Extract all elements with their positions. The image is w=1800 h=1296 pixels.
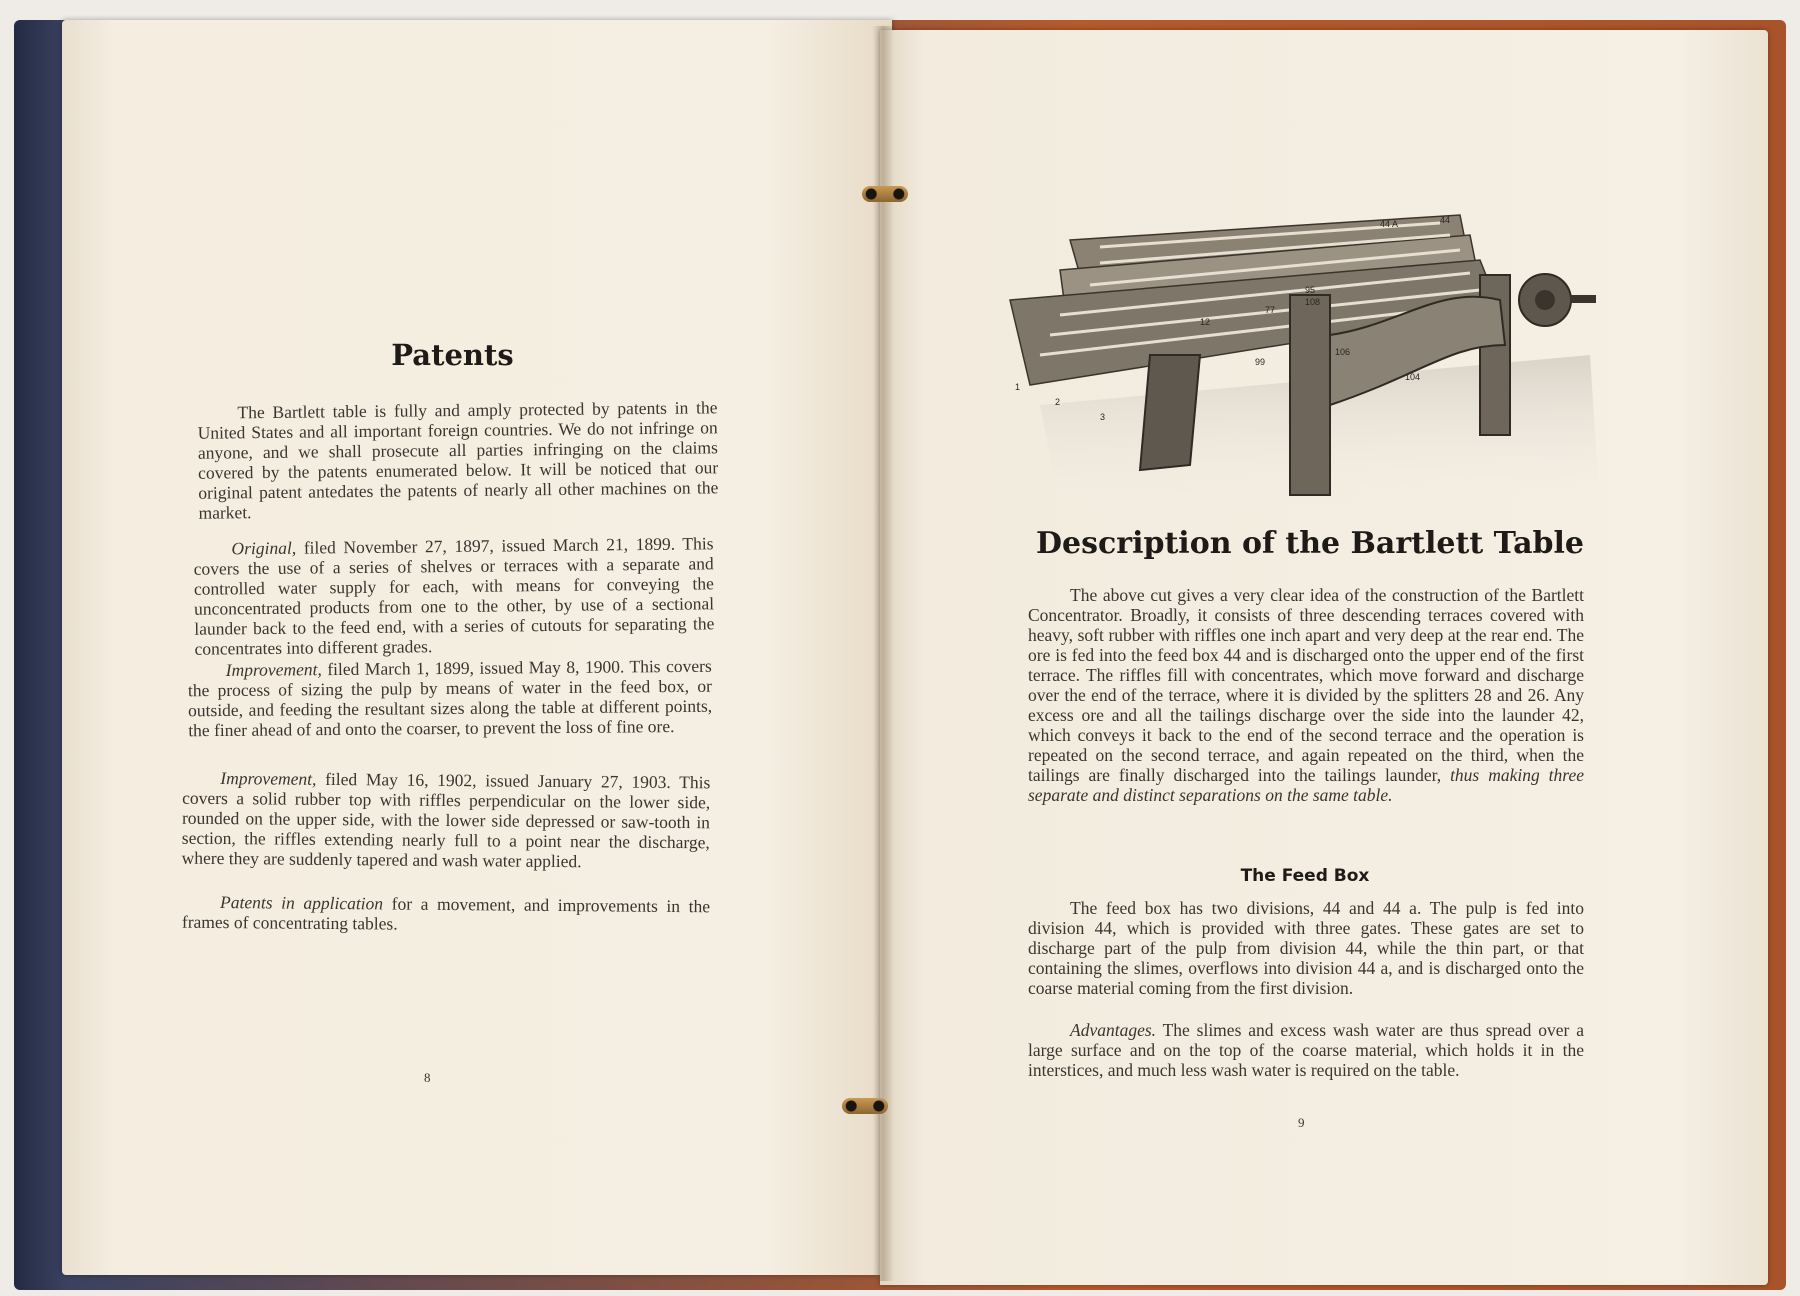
patents-in-application (182, 892, 710, 937)
binding-gutter (872, 26, 894, 1281)
label-108: 108 (1305, 297, 1321, 307)
concentrator-table-illustration (1000, 205, 1600, 510)
patent-improvement-1899-lead: Improvement, (225, 659, 322, 680)
advantages-text: The slimes and excess wash water are thus spread over a large surface and on the top of the coarse material, which holds it in the interstices, and much less wash water is required on the table. (1028, 1020, 1584, 1080)
label-44a: 44 A (1380, 219, 1399, 229)
description-paragraph (1028, 585, 1584, 805)
label-104: 104 (1405, 372, 1421, 382)
label-3: 3 (1100, 412, 1106, 422)
patent-original (193, 533, 714, 658)
patent-improvement-1899-text: filed March 1, 1899, issued May 8, 1900. This covers the process of sizing the pulp by means of water in the feed box, or outside, and feeding the resultant sizes along the table at different points, the finer ahead of and onto the coarser, to prevent the loss of fine ore. (187, 655, 713, 741)
label-99: 99 (1255, 357, 1266, 367)
advantages-paragraph (1028, 1020, 1584, 1080)
right-page-number: 9 (1298, 1115, 1305, 1130)
label-106: 106 (1335, 347, 1351, 357)
label-77: 77 (1265, 305, 1276, 315)
label-12: 12 (1200, 317, 1211, 327)
advantages-lead: Advantages. (1070, 1020, 1157, 1040)
patent-original-lead: Original, (231, 537, 297, 559)
patents-in-application-text: for a movement, and improvements in the frames of concentrating tables. (181, 893, 711, 934)
binding-stitch-bottom (842, 1098, 888, 1114)
feed-box-heading: The Feed Box (1240, 866, 1370, 886)
description-text: The above cut gives a very clear idea of the construction of the Bartlett Concentrator. Broadly, it consists of three descending terraces covered with heavy, soft rubber with riffles one inch apart and very deep at the rear end. The ore is fed into the feed box 44 and is discharged onto the upper end of the first terrace. The riffles fill with concentrates, which move forward and discharge over the end of the terrace, where it is divided by the splitters 28 and 26. Any excess ore and all the tailings discharge over the side into the launder 42, which conveys it back to the end of the second terrace and the operation is repeated on the second terrace, and again repeated on the third, when the tailings are finally discharged into the tailings launder, (1028, 585, 1584, 785)
label-95: 95 (1305, 285, 1316, 295)
patents-in-application-lead: Patents in application (220, 892, 384, 914)
label-1: 1 (1015, 382, 1021, 392)
feed-box-paragraph: The feed box has two divisions, 44 and 44 a. The pulp is fed into division 44, which is provided with three gates. These gates are set to discharge part of the pulp from division 44, while the thin part, or that containing the slimes, overflows into division 44 a, and is discharged onto the coarse material coming from the first division. (1028, 898, 1584, 998)
left-page-number: 8 (424, 1070, 431, 1085)
patent-improvement-1902-lead: Improvement, (220, 768, 317, 789)
patents-intro: The Bartlett table is fully and amply protected by patents in the United States and all important foreign countries. We do not infringe on anyone, and we shall prosecute all parties infringing on the claims covered by the patents enumerated below. It will be noticed that our original patent antedates the patents of nearly all other machines on the market. (197, 397, 719, 523)
label-2: 2 (1055, 397, 1061, 407)
patent-original-text: filed November 27, 1897, issued March 21, 1899. This covers the use of a series of shelves or terraces with a separate and controlled water supply for each, with means for conveying the unconcentrated products from one to the other, by use of a sectional launder back to the feed end, with a series of cutouts for separating the concentrates into different grades. (193, 533, 715, 659)
patent-improvement-1899 (188, 656, 713, 741)
description-title: Description of the Bartlett Table (1036, 526, 1584, 561)
patents-title: Patents (391, 338, 514, 372)
patent-improvement-1902-text: filed May 16, 1902, issued January 27, 1903. This covers a solid rubber top with riffles perpendicular on the lower side, rounded on the upper side, with the lower side depressed or saw-tooth in section, the riffles extending nearly full to a point near the discharge, where they are suddenly tapered and wash water applied. (181, 768, 711, 872)
binding-stitch-top (862, 186, 908, 202)
label-44: 44 (1440, 215, 1451, 225)
description-italic: thus making three separate and distinct separations on the same table. (1028, 765, 1584, 805)
patent-improvement-1902 (182, 768, 711, 873)
